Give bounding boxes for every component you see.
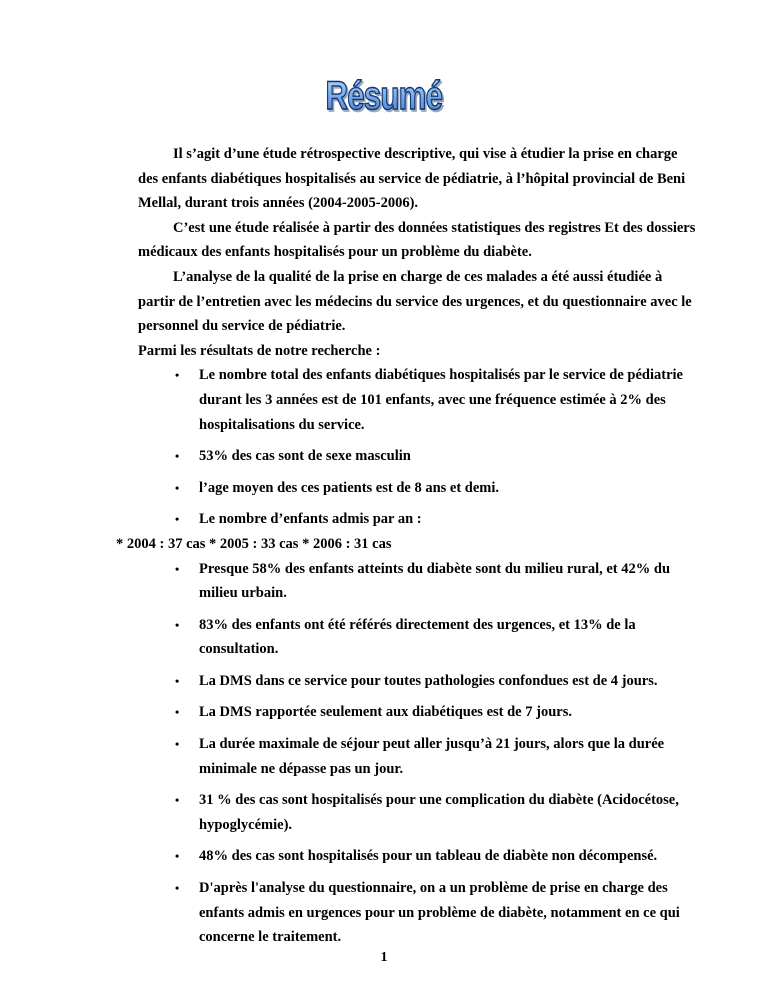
results-list-b (138, 557, 698, 950)
paragraph-intro: Il s’agit d’une étude rétrospective descriptive, qui vise à étudier la prise en charge des enfants diabétiques hospitalisés au service de pédiatrie, à l’hôpital provincial de Beni Mellal, durant trois années (2004-2005-2006). (138, 146, 686, 212)
page-number: 1 (380, 950, 388, 965)
document-body (116, 142, 698, 950)
list-item: • D'après l'analyse du questionnaire, on a un problème de prise en charge des enfants admis en urgences pour un problème de diabète, notamment en ce qui concerne le traitement. (138, 876, 698, 950)
list-item: • l’age moyen des ces patients est de 8 ans et demi. (138, 476, 698, 501)
results-list-a (138, 363, 698, 532)
list-item: • 53% des cas sont de sexe masculin (138, 444, 698, 469)
list-item: • La DMS dans ce service pour toutes pathologies confondues est de 4 jours. (138, 669, 698, 694)
bullet-icon: • (175, 737, 180, 752)
bullet-icon: • (175, 449, 180, 464)
bullet-icon: • (175, 368, 180, 383)
bullet-icon: • (175, 705, 180, 720)
list-item: • Presque 58% des enfants atteints du diabète sont du milieu rural, et 42% du milieu urbain. (138, 557, 698, 606)
bullet-icon: • (175, 793, 180, 808)
bullet-icon: • (175, 673, 180, 688)
paragraph-analysis: L’analyse de la qualité de la prise en charge de ces malades a été aussi étudiée à partir de l’entretien avec les médecins du service des urgences, et du questionnaire avec le personnel du service de pédiatrie. (138, 268, 692, 335)
bullet-icon: • (175, 881, 180, 896)
results-intro: Parmi les résultats de notre recherche : (138, 342, 381, 359)
paragraph-method: C’est une étude réalisée à partir des données statistiques des registres Et des dossiers médicaux des enfants hospitalisés pour un problème du diabète. (138, 219, 696, 261)
list-item: • Le nombre total des enfants diabétiques hospitalisés par le service de pédiatrie durant les 3 années est de 101 enfants, avec une fréquence estimée à 2% des hospitalisations du service. (138, 363, 698, 437)
list-item: • 83% des enfants ont été référés directement des urgences, et 13% de la consultation. (138, 613, 698, 662)
list-item: • 48% des cas sont hospitalisés pour un tableau de diabète non décompensé. (138, 844, 698, 869)
bullet-icon: • (175, 561, 180, 576)
title-container (0, 72, 768, 120)
yearly-counts: * 2004 : 37 cas * 2005 : 33 cas * 2006 : 31 cas (116, 535, 392, 552)
bullet-icon: • (175, 617, 180, 632)
list-item: • Le nombre d’enfants admis par an : (138, 507, 698, 532)
list-item: • 31 % des cas sont hospitalisés pour une complication du diabète (Acidocétose, hypoglycémie). (138, 788, 698, 837)
bullet-icon: • (175, 849, 180, 864)
list-item: • La durée maximale de séjour peut aller jusqu’à 21 jours, alors que la durée minimale ne dépasse pas un jour. (138, 732, 698, 781)
bullet-icon: • (175, 512, 180, 527)
page-title: Résumé (325, 74, 443, 118)
list-item: • La DMS rapportée seulement aux diabétiques est de 7 jours. (138, 700, 698, 725)
bullet-icon: • (175, 480, 180, 495)
